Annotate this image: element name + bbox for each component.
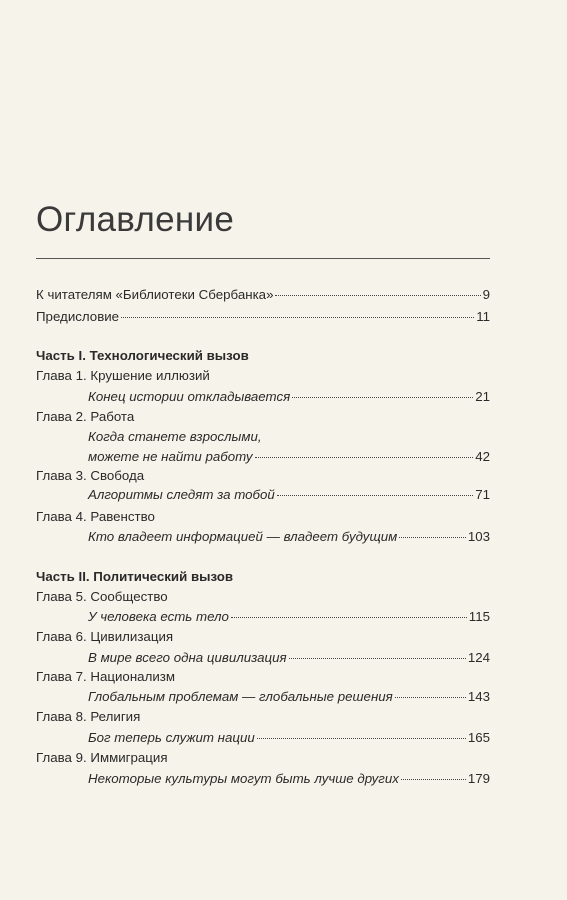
leader-dots [121,305,474,318]
chapter-subtitle: Конец истории откладывается [88,389,291,404]
chapter-6-entry[interactable] [88,648,490,668]
title-divider [36,258,490,259]
toc-page-number: 143 [467,689,490,704]
chapter-title: Глава 9. Иммиграция [36,750,168,765]
chapter-subtitle: можете не найти работу [88,449,253,464]
toc-entry-label: Предисловие [36,309,120,324]
chapter-subtitle: В мире всего одна цивилизация [88,650,287,665]
chapter-subtitle: Бог теперь служит нации [88,730,255,745]
part-title: Часть II. Политический вызов [36,569,234,584]
toc-page-number: 124 [467,650,490,665]
chapter-1-title[interactable] [36,366,490,386]
chapter-title: Глава 5. Сообщество [36,589,168,604]
leader-dots [401,767,466,780]
leader-dots [292,385,473,398]
toc-page-number: 42 [475,449,490,464]
chapter-4-title[interactable] [36,507,490,527]
leader-dots [395,685,466,698]
chapter-title: Глава 6. Цивилизация [36,629,174,644]
toc-page-number: 115 [468,609,490,624]
chapter-8-title[interactable] [36,707,490,727]
chapter-5-entry[interactable] [88,607,490,627]
chapter-4-entry[interactable] [88,527,490,547]
chapter-subtitle: Когда станете взрослыми, [88,429,262,444]
chapter-subtitle: У человека есть тело [88,609,229,624]
leader-dots [399,525,466,538]
chapter-2-title[interactable] [36,407,490,427]
part-2-heading[interactable] [36,567,490,587]
leader-dots [231,605,467,618]
leader-dots [275,283,480,296]
chapter-8-entry[interactable] [88,728,490,748]
page-title: Оглавление [36,200,235,239]
chapter-title: Глава 8. Религия [36,709,141,724]
chapter-subtitle: Некоторые культуры могут быть лучше других [88,771,399,786]
toc-page-number: 103 [467,529,490,544]
chapter-subtitle: Кто владеет информацией — владеет будущим [88,529,398,544]
toc-page-number: 165 [467,730,490,745]
chapter-7-title[interactable] [36,667,490,687]
chapter-title: Глава 3. Свобода [36,468,145,483]
leader-dots [289,646,466,659]
chapter-3-entry[interactable] [88,485,490,505]
chapter-title: Глава 2. Работа [36,409,135,424]
chapter-subtitle: Алгоритмы следят за тобой [88,487,275,502]
part-1-heading[interactable] [36,346,490,366]
chapter-title: Глава 4. Равенство [36,509,155,524]
toc-entry-to-readers[interactable] [36,285,490,305]
chapter-2-subtitle-line1[interactable] [88,427,490,447]
chapter-9-entry[interactable] [88,769,490,789]
chapter-9-title[interactable] [36,748,490,768]
chapter-subtitle: Глобальным проблемам — глобальные решения [88,689,393,704]
toc-entry-preface[interactable] [36,307,490,327]
leader-dots [257,726,466,739]
chapter-2-entry[interactable] [88,447,490,467]
part-title: Часть I. Технологический вызов [36,348,249,363]
chapter-5-title[interactable] [36,587,490,607]
chapter-title: Глава 7. Национализм [36,669,175,684]
toc-page-number: 179 [467,771,490,786]
toc-page-number: 9 [482,287,490,302]
toc-page-number: 21 [475,389,490,404]
leader-dots [255,445,474,458]
toc-page-number: 11 [476,309,490,324]
chapter-6-title[interactable] [36,627,490,647]
leader-dots [277,483,473,496]
toc-entry-label: К читателям «Библиотеки Сбербанка» [36,287,274,302]
toc-page-number: 71 [475,487,490,502]
chapter-7-entry[interactable] [88,687,490,707]
chapter-1-entry[interactable] [88,387,490,407]
chapter-title: Глава 1. Крушение иллюзий [36,368,210,383]
